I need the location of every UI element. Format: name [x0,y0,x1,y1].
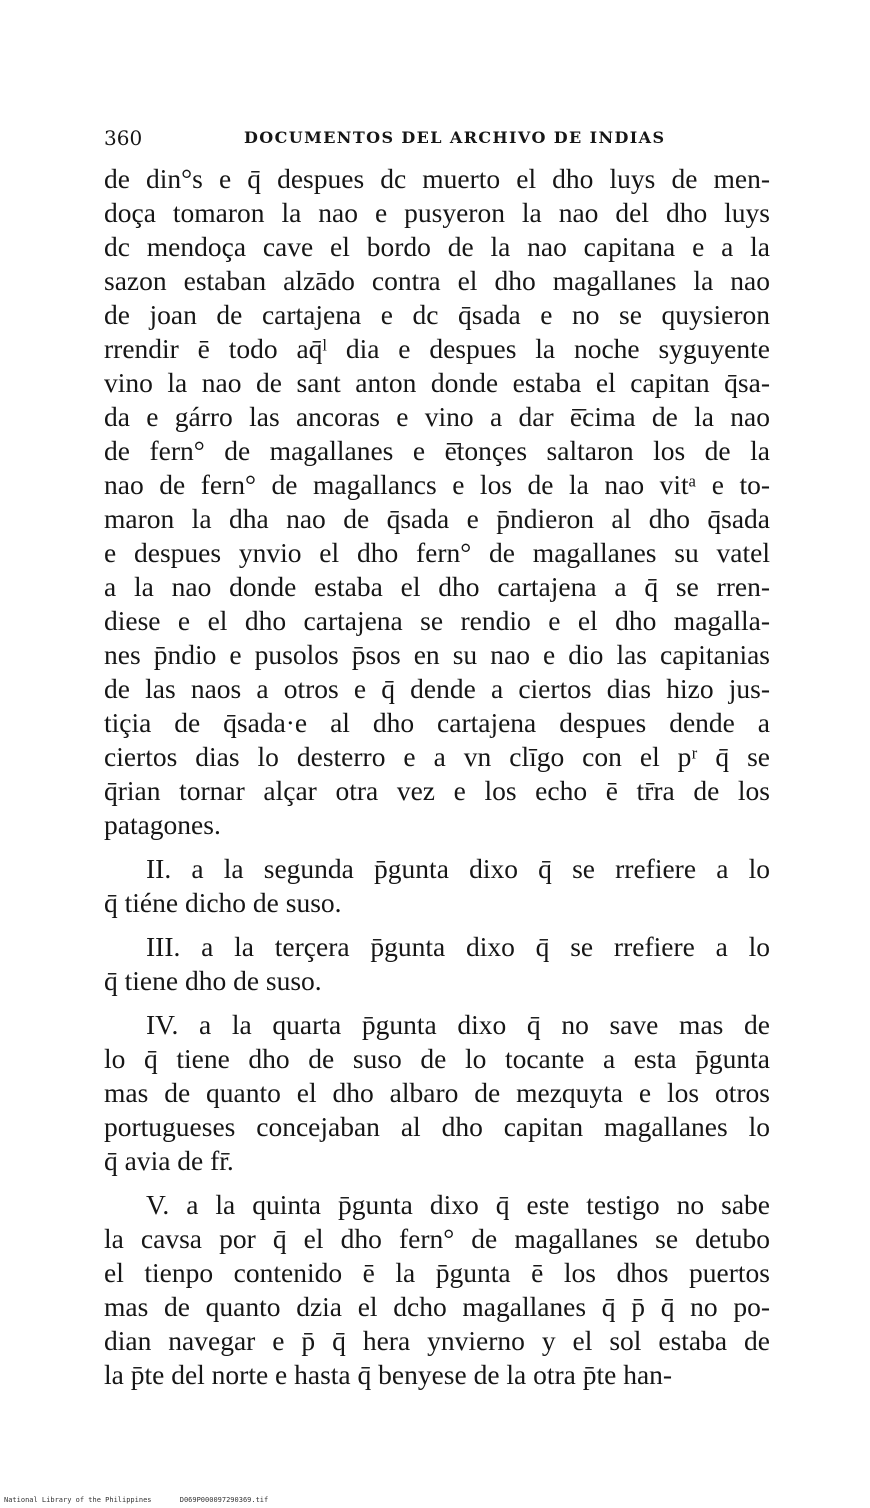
body-text [104,162,770,1392]
paragraph-gap [104,842,770,852]
text-line: nao de fern° de magallancs e los de la nao vitᵃ e to- [104,469,770,500]
text-line: dian navegar e p̄ q̄ hera ynvierno y el sol estaba de [104,1325,770,1356]
text-line: sazon estaban alzādo contra el dho magallanes la nao [104,265,770,296]
text-line: e despues ynvio el dho fern° de magallanes su vatel [104,537,770,568]
text-line: ciertos dias lo desterro e a vn clīgo con el pʳ q̄ se [104,741,770,772]
text-line: de din°s e q̄ despues dc muerto el dho luys de men- [104,163,770,194]
text-line: diese e el dho cartajena se rendio e el dho magalla- [104,605,770,636]
text-line: mas de quanto el dho albaro de mezquyta e los otros [104,1077,770,1108]
page-header [104,124,770,154]
text-line: a la nao donde estaba el dho cartajena a q̄ se rren- [104,571,770,602]
text-line: portugueses concejaban al dho capitan magallanes lo [104,1111,770,1142]
text-line: nes p̄ndio e pusolos p̄sos en su nao e dio las capitanias [104,639,770,670]
text-line: q̄ avia de fr̄. [104,1145,234,1176]
text-line: mas de quanto dzia el dcho magallanes q̄ p̄ q̄ no po- [104,1291,770,1322]
running-title: DOCUMENTOS DEL ARCHIVO DE INDIAS [244,128,666,147]
text-line: doça tomaron la nao e pusyeron la nao del dho luys [104,197,770,228]
text-line: da e gárro las ancoras e vino a dar ē̄cima de la nao [104,401,770,432]
text-line: dc mendoça cave el bordo de la nao capitana e a la [104,231,770,262]
scan-filename: D069P000097290369.tif [179,1496,269,1504]
text-line: patagones. [104,809,221,840]
page-number: 360 [104,126,143,150]
text-line: el tienpo contenido ē la p̄gunta ē los dhos puertos [104,1257,770,1288]
paragraph-gap [104,1178,770,1188]
text-line: de las naos a otros e q̄ dende a ciertos dias hizo jus- [104,673,770,704]
paragraph-gap [104,920,770,930]
text-line: la p̄te del norte e hasta q̄ benyese de la otra p̄te han- [104,1359,673,1390]
text-line: rrendir ē todo aq̄ˡ dia e despues la noche syguyente [104,333,770,364]
text-line: IV. a la quarta p̄gunta dixo q̄ no save mas de [146,1009,770,1040]
library-credit: National Library of the Philippines [4,1496,152,1504]
text-line: de joan de cartajena e dc q̄sada e no se quysieron [104,299,770,330]
text-line: la cavsa por q̄ el dho fern° de magallanes se detubo [104,1223,770,1254]
text-line: vino la nao de sant anton donde estaba el capitan q̄sa- [104,367,770,398]
text-line: q̄rian tornar alçar otra vez e los echo ē tr̄ra de los [104,775,770,806]
text-line: II. a la segunda p̄gunta dixo q̄ se rrefiere a lo [146,853,770,884]
text-line: tiçia de q̄sada·e al dho cartajena despues dende a [104,707,770,738]
paragraph-gap [104,998,770,1008]
text-line: q̄ tiene dho de suso. [104,965,322,996]
text-line: lo q̄ tiene dho de suso de lo tocante a esta p̄gunta [104,1043,770,1074]
text-line: q̄ tiéne dicho de suso. [104,887,342,918]
scan-footer [4,1496,292,1504]
text-line: V. a la quinta p̄gunta dixo q̄ este testigo no sabe [146,1189,770,1220]
text-line: maron la dha nao de q̄sada e p̄ndieron al dho q̄sada [104,503,770,534]
text-line: III. a la terçera p̄gunta dixo q̄ se rrefiere a lo [146,931,770,962]
text-line: de fern° de magallanes e ē̄tonçes saltaron los de la [104,435,770,466]
